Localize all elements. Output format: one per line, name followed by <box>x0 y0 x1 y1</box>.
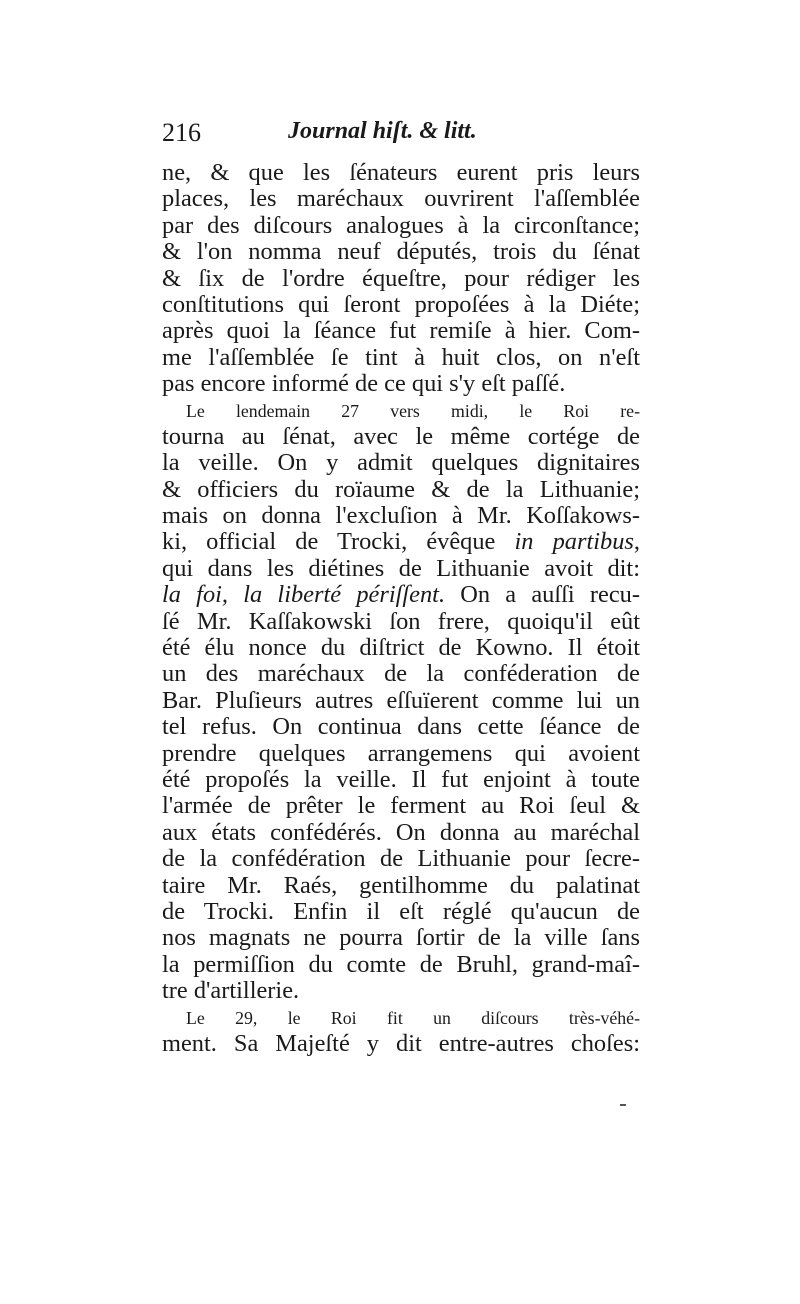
text-line: me l'aſſemblée ſe tint à huit clos, on n'eſt <box>162 343 640 371</box>
text-line: été propoſés la veille. Il fut enjoint à toute <box>162 765 640 793</box>
text-line: de la confédération de Lithuanie pour ſecre- <box>162 845 640 873</box>
text-line: tre d'artillerie. <box>162 977 300 1005</box>
text-line: places, les maréchaux ouvrirent l'aſſemblée <box>162 185 640 213</box>
text-line: prendre quelques arrangemens qui avoient <box>162 739 640 767</box>
text-line: taire Mr. Raés, gentilhomme du palatinat <box>162 871 640 899</box>
text-line: & ſix de l'ordre équeſtre, pour rédiger les <box>162 264 640 292</box>
text-line: conſtitutions qui ſeront propoſées à la Diéte; <box>162 290 640 318</box>
text-line: ſé Mr. Kaſſakowski ſon frere, quoiqu'il eût <box>162 607 640 635</box>
text-line: nos magnats ne pourra ſortir de la ville ſans <box>162 924 640 952</box>
running-title: Journal hiſt. & litt. <box>288 118 477 144</box>
text-line: ment. Sa Majeſté y dit entre-autres choſes: <box>162 1029 640 1057</box>
text-line: la foi, la liberté périſſent. On a auſſi recu- <box>162 581 640 609</box>
text-line: Le lendemain 27 vers midi, le Roi re- <box>186 400 640 421</box>
text-line: l'armée de prêter le ferment au Roi ſeul & <box>162 792 640 820</box>
text-line: aux états confédérés. On donna au maréchal <box>162 818 640 846</box>
text-line: Le 29, le Roi fit un diſcours très-véhé- <box>186 1007 640 1028</box>
text-line: Bar. Pluſieurs autres eſſuïerent comme lui un <box>162 686 640 714</box>
text-line: par des diſcours analogues à la circonſtance; <box>162 211 640 239</box>
text-line: un des maréchaux de la conféderation de <box>162 660 640 688</box>
text-line: pas encore informé de ce qui s'y eſt paſſé. <box>162 370 566 398</box>
text-line: été élu nonce du diſtrict de Kowno. Il étoit <box>162 634 640 662</box>
text-line: & officiers du roïaume & de la Lithuanie; <box>162 475 640 503</box>
text-line: ne, & que les ſénateurs eurent pris leurs <box>162 159 640 186</box>
page-header <box>162 118 640 158</box>
page-number: 216 <box>162 118 201 147</box>
text-line: la veille. On y admit quelques dignitaires <box>162 449 640 477</box>
text-line: qui dans les diétines de Lithuanie avoit dit: <box>162 554 640 582</box>
catchword-mark <box>620 1104 626 1106</box>
text-line: tel refus. On continua dans cette ſéance de <box>162 713 640 741</box>
text-line: mais on donna l'excluſion à Mr. Koſſakows- <box>162 502 640 530</box>
text-line: & l'on nomma neuf députés, trois du ſénat <box>162 238 640 266</box>
text-line: la permiſſion du comte de Bruhl, grand-maî- <box>162 950 640 978</box>
text-line: tourna au ſénat, avec le même cortége de <box>162 422 640 450</box>
text-line: de Trocki. Enfin il eſt réglé qu'aucun de <box>162 897 640 925</box>
text-line: ki, official de Trocki, évêque in partibus, <box>162 528 641 556</box>
text-line: après quoi la ſéance fut remiſe à hier. Com- <box>162 317 640 345</box>
body-text <box>162 160 640 1057</box>
